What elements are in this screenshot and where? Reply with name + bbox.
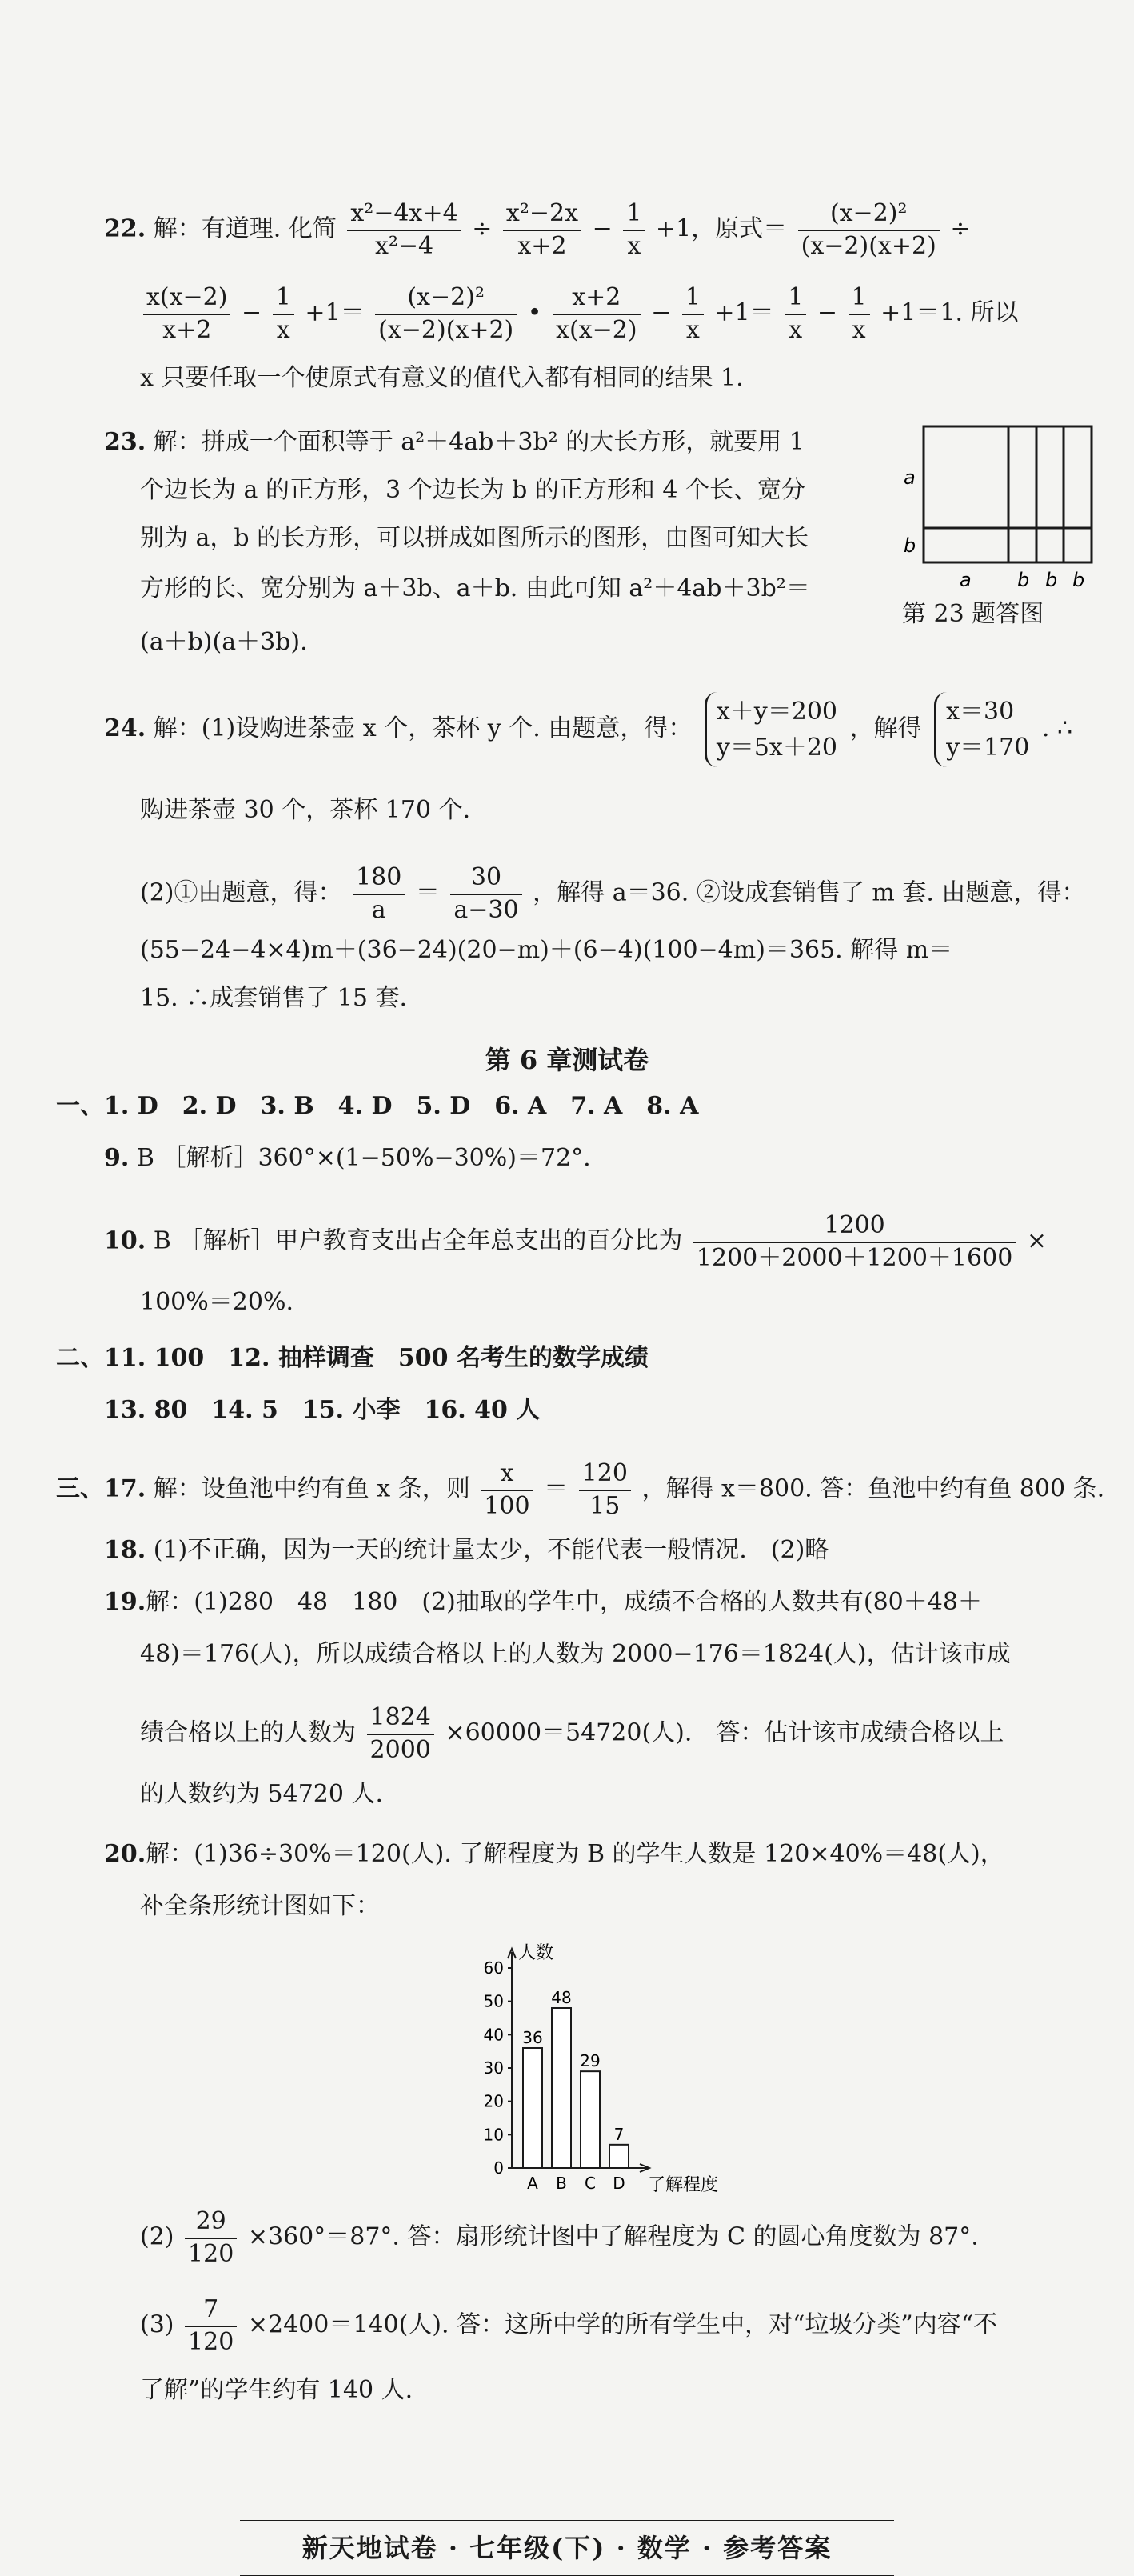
y-tick-label: 30 bbox=[483, 2058, 504, 2078]
q10-line1: 10. B ［解析］甲户教育支出占全年总支出的百分比为 $\frac{1200}{1200+2000+1200+1600}$ × bbox=[104, 1211, 1047, 1272]
y-tick-label: 0 bbox=[493, 2158, 504, 2178]
x-axis-label: 了解程度 bbox=[648, 2175, 719, 2195]
bar-D bbox=[609, 2145, 629, 2168]
q20-line1: 20.解：(1)36÷30%＝120(人). 了解程度为 B 的学生人数是 120×40%＝48(人)， bbox=[104, 1840, 1004, 1868]
y-tick-label: 20 bbox=[483, 2091, 504, 2111]
q10-line2: 100%＝20%. bbox=[140, 1288, 293, 1316]
q23-figure bbox=[888, 424, 1096, 592]
page-footer: 新天地试卷 · 七年级(下) · 数学 · 参考答案 bbox=[240, 2520, 894, 2576]
q9: 9. B ［解析］360°×(1−50%−30%)＝72°. bbox=[104, 1144, 591, 1172]
q22-fraction: $\frac{1}{x}$ bbox=[623, 200, 645, 260]
figure-label-a: a bbox=[904, 466, 916, 489]
figure-label-b: b bbox=[1017, 569, 1030, 591]
x-tick-label: C bbox=[585, 2174, 596, 2193]
equation-system: x＋y＝200 y＝5x＋20 bbox=[705, 692, 837, 767]
figure-label-b: b bbox=[904, 534, 916, 557]
bar-B bbox=[552, 2008, 571, 2168]
part2-line2: 13. 80 14. 5 15. 小李 16. 40 人 bbox=[104, 1396, 541, 1424]
q20-part3-line2: 了解”的学生约有 140 人. bbox=[140, 2376, 413, 2404]
q24-line4: (55−24−4×4)m＋(36−24)(20−m)＋(6−4)(100−4m)＝365. 解得 m＝ bbox=[140, 936, 953, 964]
y-axis-label: 人数 bbox=[518, 1943, 554, 1963]
q22-number: 22. bbox=[104, 214, 146, 243]
y-tick-label: 50 bbox=[483, 1991, 504, 2011]
q24-line5: 15. ∴成套销售了 15 套. bbox=[140, 984, 408, 1012]
q20-part3-line1: (3) $\frac{7}{120}$ ×2400＝140(人). 答：这所中学的所有学生中，对“垃圾分类”内容“不 bbox=[140, 2295, 998, 2356]
bar-value-label: 7 bbox=[613, 2124, 625, 2144]
q23-line3: 别为 a，b 的长方形，可以拼成如图所示的图形，由图可知大长 bbox=[140, 524, 809, 552]
bar-chart bbox=[464, 1936, 736, 2200]
q19-line1: 19.解：(1)280 48 180 (2)抽取的学生中，成绩不合格的人数共有(80＋48＋ bbox=[104, 1588, 982, 1616]
q22-text: 解：有道理. 化简 bbox=[153, 214, 337, 243]
bar-A bbox=[523, 2048, 542, 2168]
q17: 三、17. 解：设鱼池中约有鱼 x 条，则 $\frac{x}{100}$ ＝ $\frac{120}{15}$ ，解得 x＝800. 答：鱼池中约有鱼 800 条. bbox=[56, 1459, 1105, 1520]
figure-label-b: b bbox=[1072, 569, 1085, 591]
part2-line1: 二、11. 100 12. 抽样调查 500 名考生的数学成绩 bbox=[56, 1344, 649, 1372]
q24-number: 24. bbox=[104, 714, 146, 742]
q19-line2: 48)＝176(人)，所以成绩合格以上的人数为 2000−176＝1824(人)，估计该市成 bbox=[140, 1640, 1011, 1668]
x-tick-label: D bbox=[613, 2174, 625, 2193]
q23-line5: (a＋b)(a＋3b). bbox=[140, 628, 308, 656]
q24-line1: 24. 解：(1)设购进茶壶 x 个，茶杯 y 个. 由题意，得： x＋y＝200 y＝5x＋20 ，解得 x＝30 y＝170 . ∴ bbox=[104, 692, 1072, 767]
q23-line2: 个边长为 a 的正方形，3 个边长为 b 的正方形和 4 个长、宽分 bbox=[140, 476, 806, 504]
q22-fraction: $\frac{\text{x²−2x}}{x+2}$ bbox=[503, 200, 581, 260]
q19-line4: 的人数约为 54720 人. bbox=[140, 1780, 384, 1808]
figure-label-b: b bbox=[1045, 569, 1058, 591]
q23-line1: 23. 解：拼成一个面积等于 a²＋4ab＋3b² 的大长方形，就要用 1 bbox=[104, 428, 805, 456]
y-tick-label: 60 bbox=[483, 1958, 504, 1978]
q22-line2: $\frac{x(x-2)}{x+2}$ − $\frac{1}{x}$ +1＝ $\frac{\text{(x−2)²}}{(x-2)(x+2)}$ • $\frac{x+2}{x(x-2)}$ − $\frac{1}{x}$ +1＝ $\frac{1}{x}$ − $\frac{1}{x}$ +1＝1. 所以 bbox=[140, 284, 1019, 344]
q23-figure-caption: 第 23 题答图 bbox=[902, 600, 1044, 628]
q19-line3: 绩合格以上的人数为 $\frac{1824}{2000}$ ×60000＝54720(人). 答：估计该市成绩合格以上 bbox=[140, 1703, 1004, 1764]
x-tick-label: A bbox=[527, 2174, 538, 2193]
y-tick-label: 40 bbox=[483, 2025, 504, 2045]
q23-number: 23. bbox=[104, 428, 146, 456]
q24-line3: (2)①由题意，得： $\frac{180}{a}$ ＝ $\frac{30}{a-30}$ ，解得 a＝36. ②设成套销售了 m 套. 由题意，得： bbox=[140, 863, 1086, 924]
q24-line2: 购进茶壶 30 个，茶杯 170 个. bbox=[140, 796, 471, 824]
bar-value-label: 29 bbox=[580, 2051, 601, 2071]
section-title: 第 6 章测试卷 bbox=[485, 1045, 649, 1075]
y-tick-label: 10 bbox=[483, 2125, 504, 2145]
q23-line4: 方形的长、宽分别为 a＋3b、a＋b. 由此可知 a²＋4ab＋3b²＝ bbox=[140, 574, 810, 602]
bar-value-label: 48 bbox=[551, 1988, 572, 2007]
x-tick-label: B bbox=[556, 2174, 567, 2193]
part1-answers: 一、1. D 2. D 3. B 4. D 5. D 6. A 7. A 8. A bbox=[56, 1092, 699, 1120]
bar-value-label: 36 bbox=[522, 2028, 543, 2047]
q20-line2: 补全条形统计图如下： bbox=[140, 1892, 380, 1920]
solution-system: x＝30 y＝170 bbox=[934, 692, 1029, 767]
figure-label-a: a bbox=[960, 569, 972, 591]
q22-line3: x 只要任取一个使原式有意义的值代入都有相同的结果 1. bbox=[140, 364, 744, 392]
q22-fraction: $\frac{\text{(x−2)²}}{(x-2)(x+2)}$ bbox=[798, 200, 940, 260]
q22-line1: 22. 解：有道理. 化简 $\frac{\text{x²−4x+4}}{\text{x²−4}}$ ÷ $\frac{\text{x²−2x}}{x+2}$ − $\frac{1}{x}$ +1，原式＝ $\frac{\text{(x−2)²}}{(x-2)(x+2)}$ ÷ bbox=[104, 199, 971, 260]
q22-fraction: $\frac{\text{x²−4x+4}}{\text{x²−4}}$ bbox=[347, 200, 461, 260]
q20-part2: (2) $\frac{29}{120}$ ×360°＝87°. 答：扇形统计图中了解程度为 C 的圆心角度数为 87°. bbox=[140, 2207, 979, 2268]
bar-C bbox=[581, 2071, 600, 2168]
q18: 18. (1)不正确，因为一天的统计量太少，不能代表一般情况. (2)略 bbox=[104, 1536, 829, 1564]
